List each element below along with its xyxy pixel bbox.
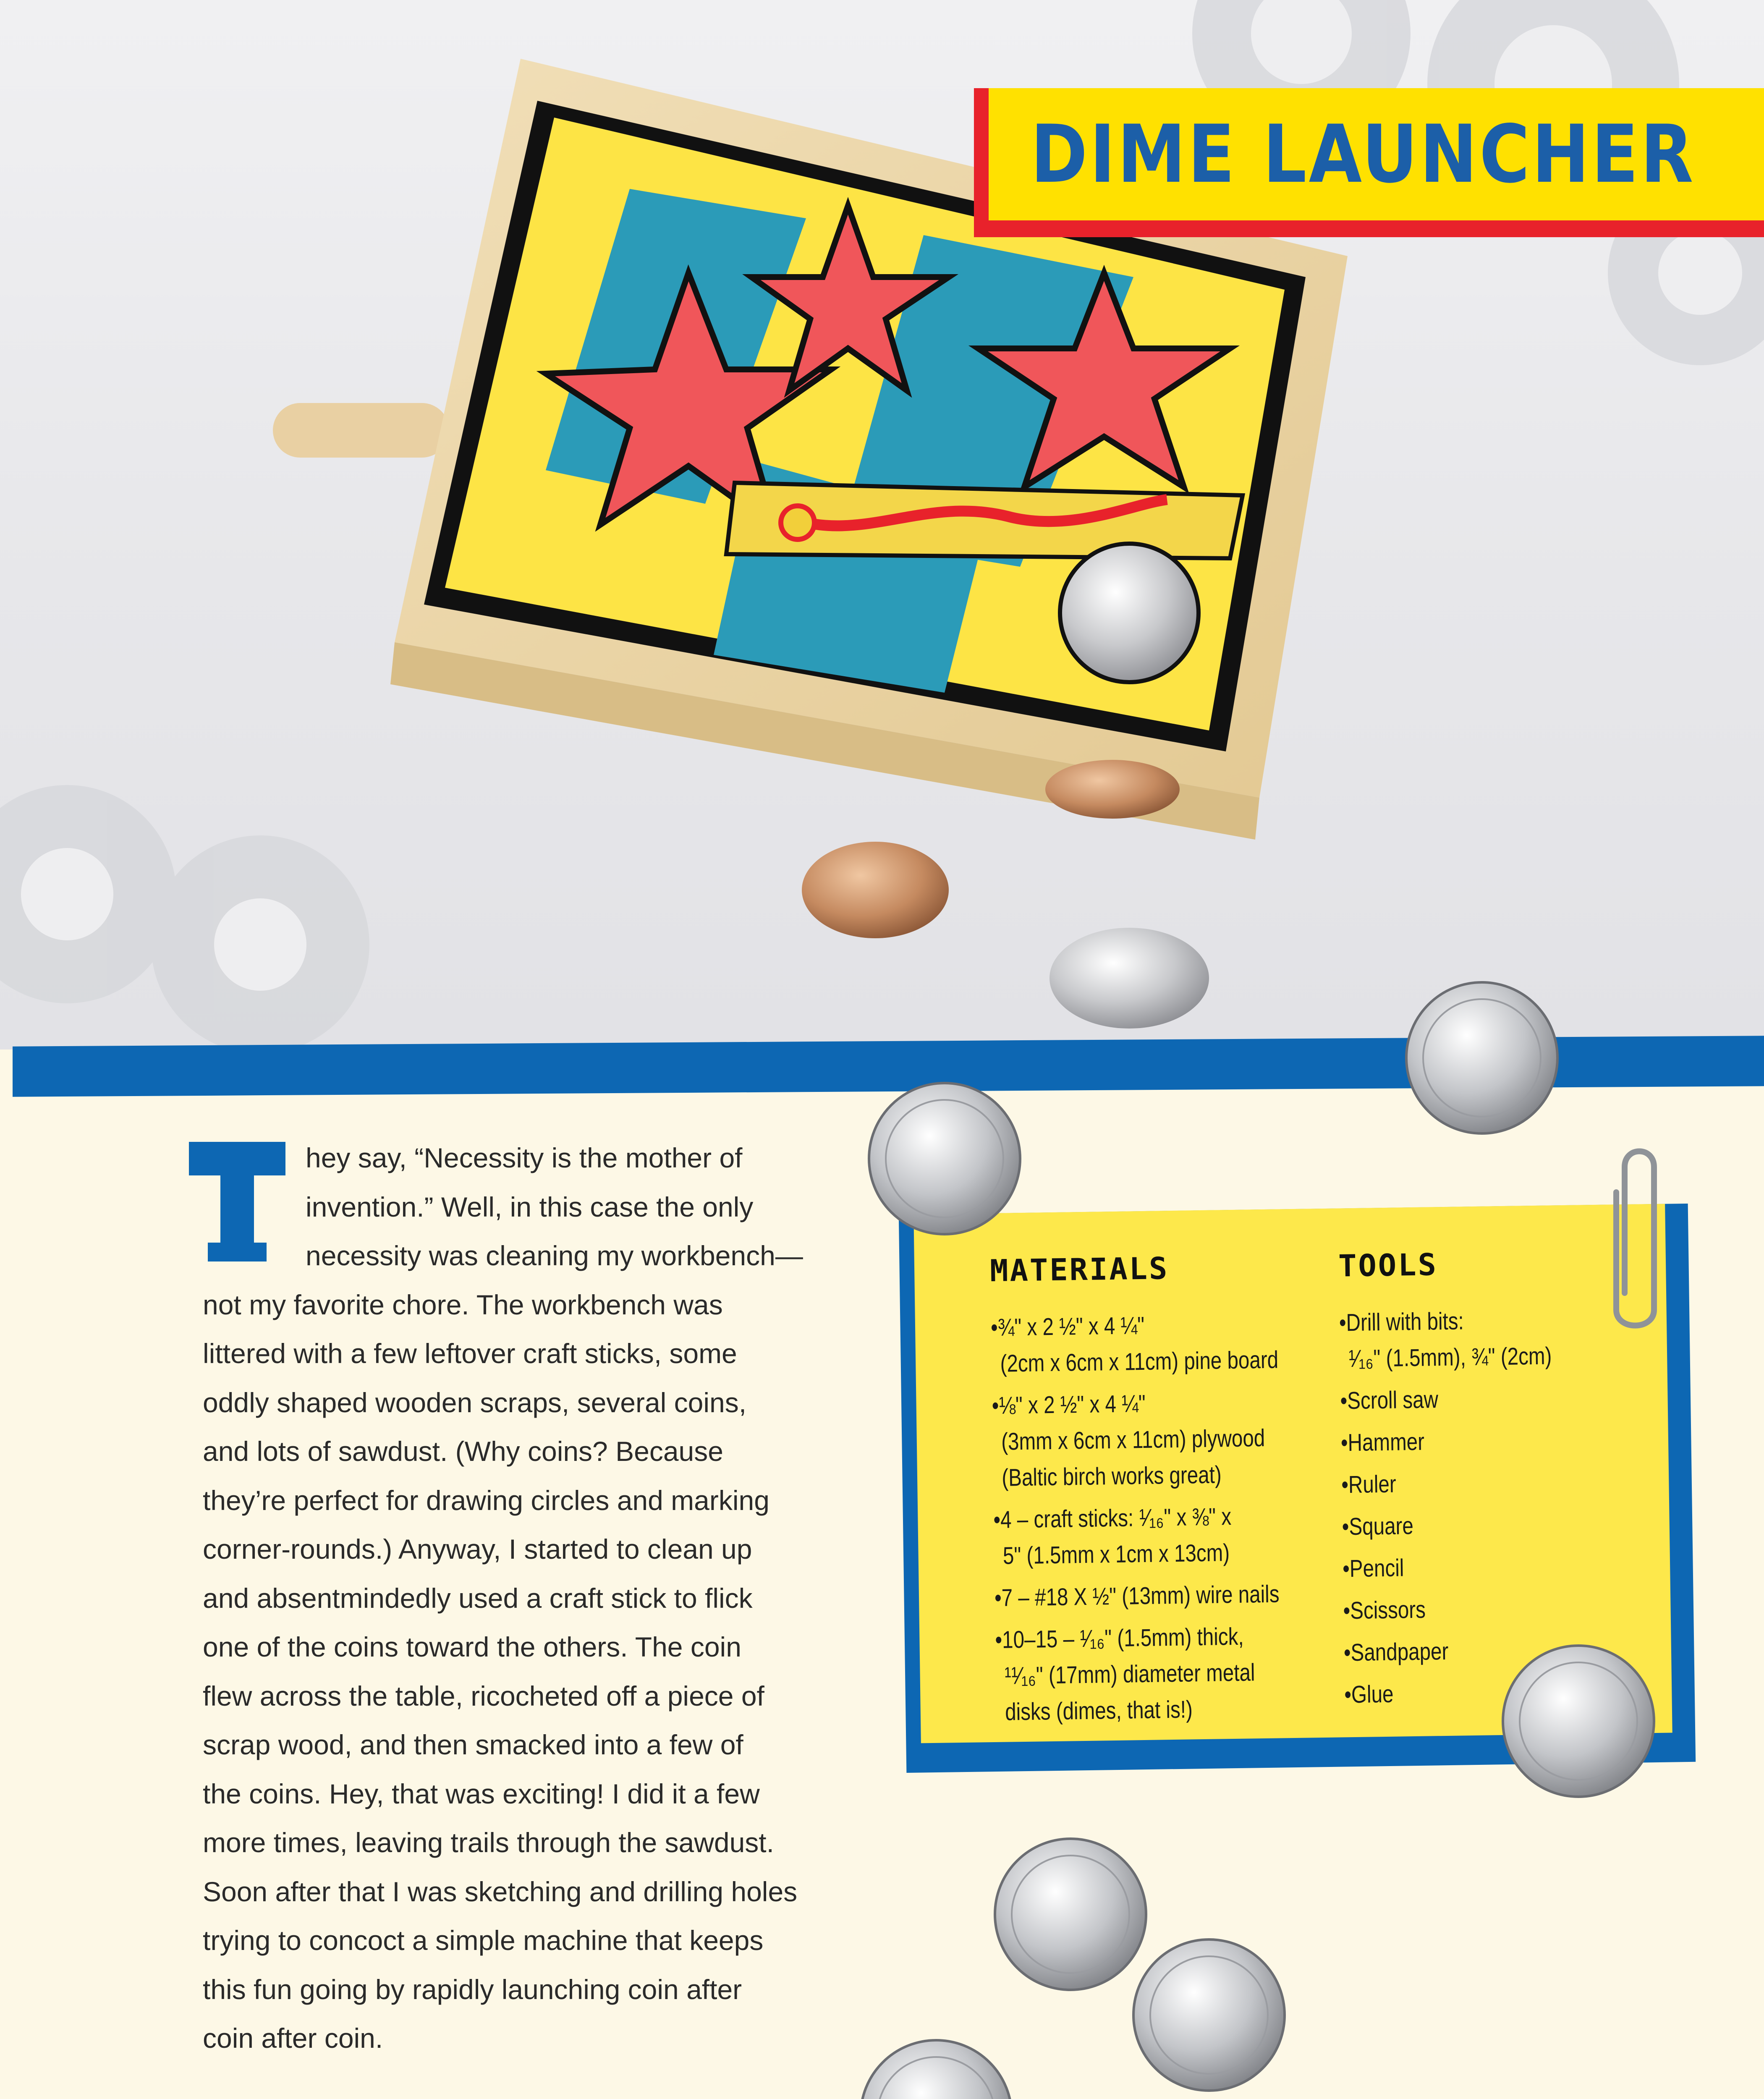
intro-line: necessity was cleaning my workbench— — [306, 1240, 803, 1271]
craft-stick — [273, 403, 449, 458]
material-item — [994, 1576, 1282, 1616]
intro-line: one of the coins toward the others. The coin — [203, 1631, 741, 1662]
dime-coin-icon — [856, 2036, 1016, 2099]
tool-item-line: •Scissors — [1343, 1596, 1426, 1625]
material-item-line: •10–15 – ¹⁄₁₆" (1.5mm) thick, — [995, 1623, 1244, 1654]
material-item — [990, 1306, 1278, 1382]
dime-coin-icon — [1402, 978, 1562, 1138]
intro-line: littered with a few leftover craft sticks, some — [203, 1338, 737, 1369]
dime-coin-icon — [991, 1835, 1150, 1994]
material-item-line: (3mm x 6cm x 11cm) plywood — [1001, 1424, 1265, 1455]
tool-item-line: •Drill with bits: — [1339, 1307, 1464, 1337]
material-item-line: 5" (1.5mm x 1cm x 13cm) — [1002, 1539, 1230, 1570]
material-item — [992, 1384, 1280, 1496]
material-item-line: •7 – #18 X ½" (13mm) wire nails — [994, 1580, 1280, 1612]
material-item — [995, 1618, 1283, 1730]
dime-in-box — [1060, 544, 1199, 682]
tool-item-line: •Scroll saw — [1340, 1386, 1439, 1415]
page-title: DIME LAUNCHER — [1031, 108, 1696, 201]
tool-item — [1339, 1302, 1552, 1377]
penny-on-table — [802, 842, 949, 938]
tool-item — [1340, 1380, 1552, 1419]
material-item-line: •⅛" x 2 ½" x 4 ¼" — [992, 1390, 1146, 1419]
intro-text — [203, 1133, 858, 2063]
tool-item — [1343, 1590, 1555, 1629]
dime-on-table — [1050, 928, 1209, 1029]
material-item-line: •4 – craft sticks: ¹⁄₁₆" x ⅜" x — [993, 1503, 1232, 1534]
intro-line: coin after coin. — [203, 2023, 383, 2054]
paper-clip-icon — [1599, 1142, 1671, 1339]
title-banner — [989, 88, 1764, 220]
material-item-line: (Baltic birch works great) — [1001, 1461, 1222, 1492]
tool-item-line: •Pencil — [1342, 1554, 1404, 1583]
materials-heading: MATERIALS — [989, 1251, 1169, 1289]
intro-line: this fun going by rapidly launching coin after — [203, 1973, 742, 2005]
intro-line: and lots of sawdust. (Why coins? Because — [203, 1436, 723, 1467]
dime-coin-icon — [1499, 1641, 1658, 1801]
intro-line: scrap wood, and then smacked into a few of — [203, 1729, 743, 1760]
material-item-line: disks (dimes, that is!) — [1005, 1696, 1193, 1726]
intro-line: hey say, “Necessity is the mother of — [306, 1142, 743, 1173]
intro-line: and absentmindedly used a craft stick to flick — [203, 1582, 753, 1614]
material-item-line: ¹¹⁄₁₆" (17mm) diameter metal — [1004, 1659, 1255, 1690]
intro-line: corner-rounds.) Anyway, I started to clean up — [203, 1534, 752, 1565]
tool-item — [1341, 1464, 1554, 1503]
tool-item-line: •Glue — [1344, 1680, 1394, 1709]
tool-item-line: •Sandpaper — [1343, 1637, 1449, 1667]
intro-line: trying to concoct a simple machine that keeps — [203, 1925, 764, 1956]
dime-coin-icon — [1129, 1935, 1289, 2095]
tool-item — [1342, 1506, 1554, 1545]
materials-list — [990, 1306, 1283, 1736]
tool-item-line: •Ruler — [1341, 1470, 1397, 1499]
tools-heading: TOOLS — [1338, 1247, 1438, 1284]
intro-line: not my favorite chore. The workbench was — [203, 1289, 723, 1320]
tool-item-line: ¹⁄₁₆" (1.5mm), ¾" (2cm) — [1348, 1342, 1552, 1373]
tool-item-line: •Hammer — [1340, 1428, 1425, 1457]
intro-line: oddly shaped wooden scraps, several coins, — [203, 1387, 747, 1418]
intro-line: invention.” Well, in this case the only — [306, 1191, 754, 1222]
material-item-line: (2cm x 6cm x 11cm) pine board — [1000, 1346, 1279, 1377]
tool-item-line: •Square — [1342, 1512, 1414, 1541]
intro-line: more times, leaving trails through the sawdust. — [203, 1827, 774, 1858]
intro-line: they’re perfect for drawing circles and marking — [203, 1484, 769, 1516]
intro-line: the coins. Hey, that was exciting! I did it a few — [203, 1778, 760, 1809]
penny-under-box — [1045, 760, 1180, 819]
material-item — [993, 1498, 1281, 1574]
intro-line: flew across the table, ricocheted off a piece of — [203, 1680, 764, 1712]
material-item-line: •¾" x 2 ½" x 4 ¼" — [990, 1311, 1145, 1342]
dime-coin-icon — [865, 1079, 1024, 1238]
intro-line: Soon after that I was sketching and drilling holes — [203, 1876, 798, 1907]
tool-item — [1340, 1422, 1553, 1461]
tool-item — [1343, 1548, 1555, 1587]
